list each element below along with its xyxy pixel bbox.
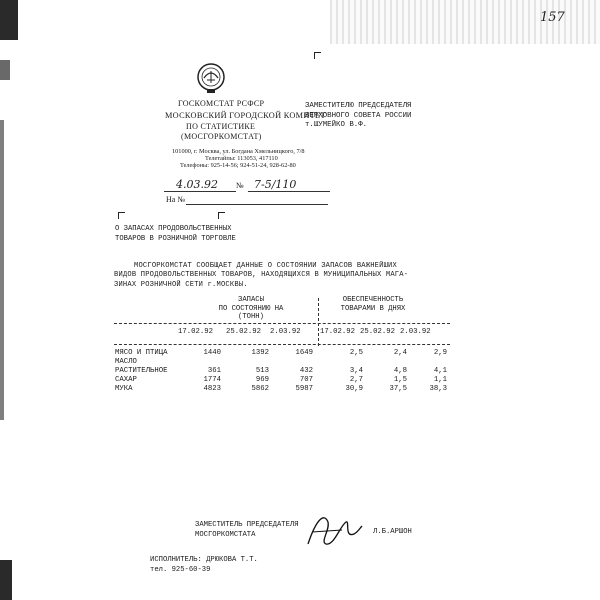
signature-title-line-2: МОСГОРКОМСТАТА <box>195 530 256 539</box>
stock-cell <box>269 357 313 366</box>
days-date-1: 17.02.92 <box>320 328 356 336</box>
table-row <box>115 366 447 375</box>
header-rule-top <box>114 323 450 324</box>
number-underline <box>248 191 330 192</box>
stock-cell: 1392 <box>251 348 269 357</box>
stock-cell: 432 <box>299 366 313 375</box>
days-cell <box>313 357 363 366</box>
reference-label: На № <box>166 195 185 204</box>
stock-cell: 1774 <box>203 375 221 384</box>
scan-artifact <box>0 560 12 600</box>
stock-date-2: 25.02.92 <box>226 328 262 336</box>
body-line-3: ЗИНАХ РОЗНИЧНОЙ СЕТИ г.МОСКВЫ. <box>114 280 248 289</box>
org-teletype: Телетайпы: 113053, 417110 <box>205 155 278 162</box>
days-cell: 38,3 <box>429 384 447 393</box>
days-cell: 1,5 <box>393 375 407 384</box>
days-cell: 2,7 <box>349 375 363 384</box>
scan-artifact <box>0 0 18 40</box>
org-line-3: ПО СТАТИСТИКЕ <box>186 122 256 131</box>
days-cell: 1,1 <box>433 375 447 384</box>
row-name: МЯСО И ПТИЦА <box>115 348 168 357</box>
stock-cell <box>221 357 269 366</box>
stock-cell: 5987 <box>295 384 313 393</box>
subject-block <box>115 225 236 244</box>
org-line-1: ГОСКОМСТАТ РСФСР <box>178 99 265 108</box>
stock-cell: 4823 <box>203 384 221 393</box>
days-cell: 3,4 <box>349 366 363 375</box>
org-phones: Телефоны: 925-14-56; 924-51-24, 928-62-80 <box>180 162 296 169</box>
signature-title <box>195 521 299 540</box>
table-row <box>115 357 447 366</box>
rsfsr-emblem-icon <box>196 62 226 94</box>
executor-line: ИСПОЛНИТЕЛЬ: ДРЮКОВА Т.Т. <box>150 556 258 564</box>
executor-phone: тел. 925-60-39 <box>150 565 211 574</box>
date-underline <box>164 191 236 192</box>
days-cell: 2,9 <box>433 348 447 357</box>
days-header-line-1: ОБЕСПЕЧЕННОСТЬ <box>342 296 404 304</box>
table-row <box>115 348 447 357</box>
stock-cell: 361 <box>207 366 221 375</box>
stock-table <box>115 348 447 393</box>
body-line-1: МОСГОРКОМСТАТ СООБЩАЕТ ДАННЫЕ О СОСТОЯНИИ ЗАПАСОВ ВАЖНЕЙШИХ <box>134 262 397 270</box>
stock-header-line-1: ЗАПАСЫ <box>238 296 264 304</box>
stock-header-line-2: ПО СОСТОЯНИЮ НА <box>218 304 284 313</box>
recipient-block <box>305 102 411 131</box>
reference-underline <box>186 204 328 205</box>
signature-title-line-1: ЗАМЕСТИТЕЛЬ ПРЕДСЕДАТЕЛЯ <box>195 521 299 529</box>
corner-mark <box>118 212 125 219</box>
body-text <box>114 262 408 290</box>
days-cell: 30,9 <box>345 384 363 393</box>
body-line-2: ВИДОВ ПРОДОВОЛЬСТВЕННЫХ ТОВАРОВ, НАХОДЯЩИХСЯ В МУНИЦИПАЛЬНЫХ МАГА- <box>114 271 409 280</box>
days-cell <box>363 357 407 366</box>
recipient-line-3: т.ШУМЕЙКО В.Ф. <box>305 121 368 129</box>
stock-cell: 707 <box>299 375 313 384</box>
corner-mark <box>218 212 225 219</box>
days-date-3: 2.03.92 <box>400 328 431 336</box>
days-cell: 4,8 <box>393 366 407 375</box>
row-name: РАСТИТЕЛЬНОЕ <box>115 366 168 375</box>
corner-mark <box>314 52 321 59</box>
stock-date-3: 2.03.92 <box>270 328 301 336</box>
stock-cell: 1649 <box>295 348 313 357</box>
header-rule-bottom <box>114 344 450 345</box>
days-cell: 4,1 <box>433 366 447 375</box>
days-cell: 37,5 <box>389 384 407 393</box>
handwritten-signature-icon <box>302 508 364 550</box>
recipient-line-1: ЗАМЕСТИТЕЛЮ ПРЕДСЕДАТЕЛЯ <box>305 102 412 110</box>
recipient-line-2: ВЕРХОВНОГО СОВЕТА РОССИИ <box>305 111 412 120</box>
days-date-2: 25.02.92 <box>360 328 396 336</box>
stock-cell <box>185 357 221 366</box>
stock-cell: 969 <box>255 375 269 384</box>
row-name: МАСЛО <box>115 357 137 366</box>
org-line-2: МОСКОВСКИЙ ГОРОДСКОЙ КОМИТЕТ <box>165 111 326 120</box>
row-name: МУКА <box>115 384 133 393</box>
stock-group-header <box>206 296 296 322</box>
stock-header-line-3: (ТОНН) <box>238 313 264 322</box>
outgoing-number: 7-5/110 <box>254 178 297 191</box>
subject-line-1: О ЗАПАСАХ ПРОДОВОЛЬСТВЕННЫХ <box>115 225 232 233</box>
page-corner-number: 157 <box>540 10 565 25</box>
subject-line-2: ТОВАРОВ В РОЗНИЧНОЙ ТОРГОВЛЕ <box>115 234 236 243</box>
outgoing-number-label: № <box>236 181 244 190</box>
stock-cell: 5862 <box>251 384 269 393</box>
scan-artifact <box>0 60 10 80</box>
org-address: 101000, г. Москва, ул. Богдана Хмельницкого, 7/8 <box>172 148 305 155</box>
table-row <box>115 375 447 384</box>
days-cell: 2,5 <box>349 348 363 357</box>
outgoing-date: 4.03.92 <box>176 178 218 191</box>
row-name: САХАР <box>115 375 137 384</box>
signatory-name: Л.Б.АРШОН <box>373 528 412 536</box>
stock-cell: 513 <box>255 366 269 375</box>
scan-artifact <box>0 120 4 420</box>
days-cell: 2,4 <box>393 348 407 357</box>
column-divider <box>318 298 319 346</box>
days-group-header <box>328 296 418 313</box>
org-line-4: (МОСГОРКОМСТАТ) <box>181 132 262 141</box>
executor-block <box>150 556 258 575</box>
days-header-line-2: ТОВАРАМИ В ДНЯХ <box>340 304 406 313</box>
days-cell <box>407 357 447 366</box>
stock-date-1: 17.02.92 <box>178 328 214 336</box>
table-row <box>115 384 447 393</box>
stock-cell: 1440 <box>203 348 221 357</box>
